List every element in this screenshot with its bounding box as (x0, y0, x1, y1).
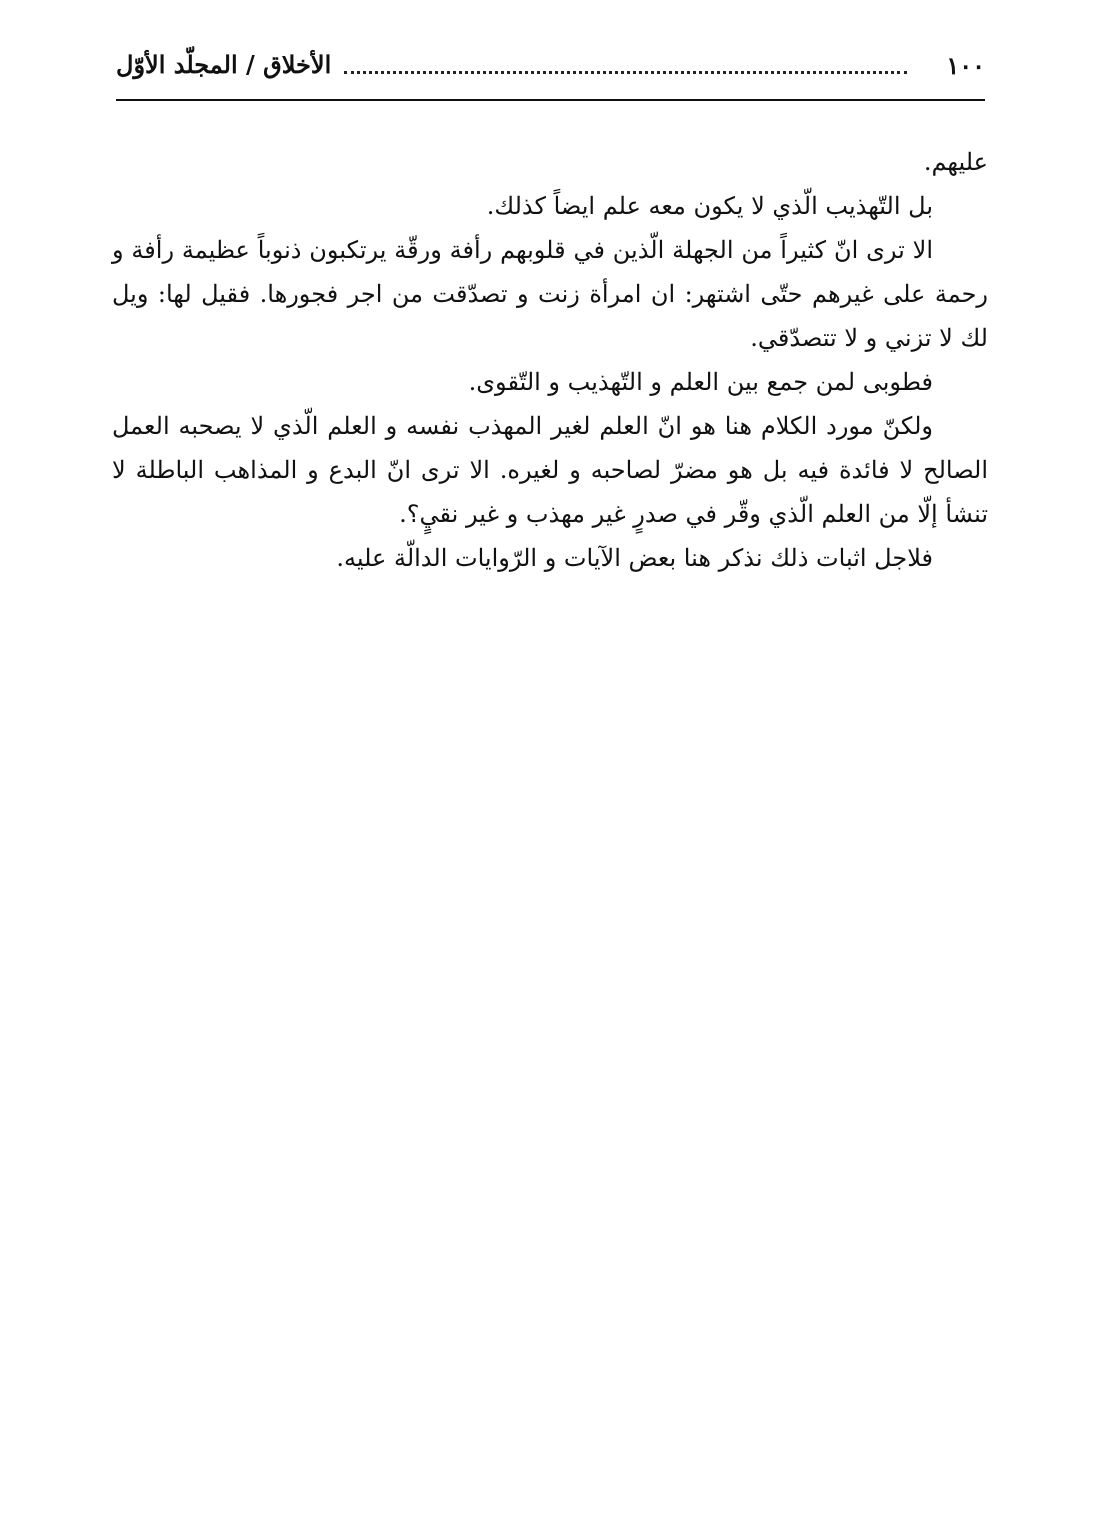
page-number: ١٠٠ (946, 51, 985, 80)
paragraph: فطوبى لمن جمع بين العلم و التّهذيب و التّقوى. (468, 368, 933, 396)
header-rule (116, 99, 985, 101)
body-text (112, 140, 988, 580)
page-header (116, 40, 985, 94)
running-title: الأخلاق / المجلّد الأوّل (116, 50, 332, 79)
paragraph: الا ترى انّ كثيراً من الجهلة الّذين في قلوبهم رأفة ورقّة يرتكبون ذنوباً عظيمة رأفة و رحمة على غيرهم حتّى اشتهر: ان امرأة زنت و تصدّقت من اجر فجورها. فقيل لها: ويل لك لا تزني و لا تتصدّقي. (112, 236, 988, 352)
paragraph: فلاجل اثبات ذلك نذكر هنا بعض الآيات و الرّوايات الدالّة عليه. (336, 544, 933, 572)
dotted-leader (344, 71, 907, 74)
paragraph: ولكنّ مورد الكلام هنا هو انّ العلم لغير المهذب نفسه و العلم الّذي لا يصحبه العمل الصالح لا فائدة فيه بل هو مضرّ لصاحبه و لغيره. الا ترى انّ البدع و المذاهب الباطلة لا تنشأ إلّا من العلم الّذي وقّر في صدرٍ غير مهذب و غير نقيٍ؟. (112, 412, 988, 528)
paragraph: بل التّهذيب الّذي لا يكون معه علم ايضاً كذلك. (486, 192, 933, 220)
paragraph-continuation: عليهم. (923, 148, 988, 176)
